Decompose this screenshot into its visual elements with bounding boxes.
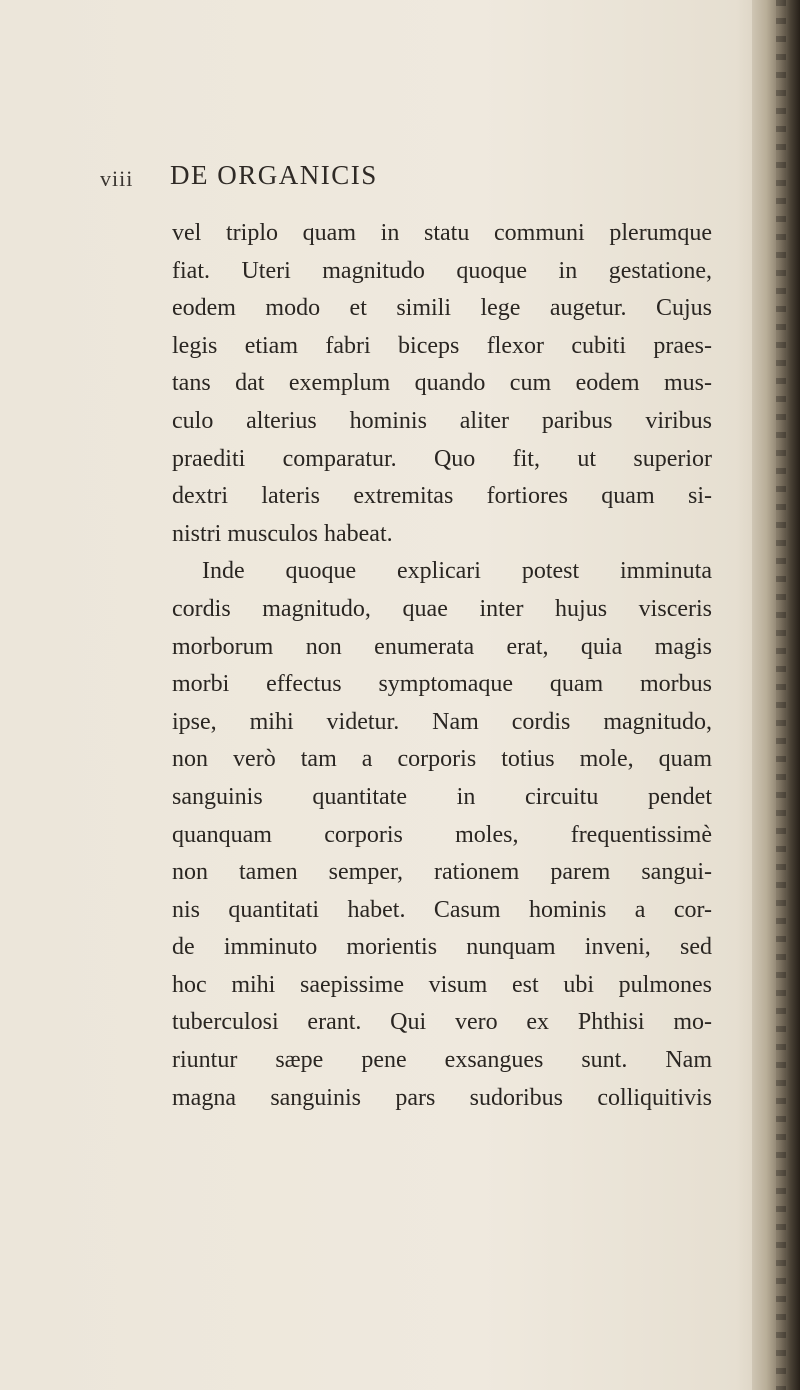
text-line: vel triplo quam in statu communi plerumque — [172, 220, 712, 246]
text-line: tans dat exemplum quando cum eodem mus- — [172, 370, 712, 397]
text-line: eodem modo et simili lege augetur. Cujus — [172, 295, 712, 322]
running-title: DE ORGANICIS — [170, 160, 378, 190]
text-line: fiat. Uteri magnitudo quoque in gestatione, — [172, 257, 712, 284]
text-line: morborum non enumerata erat, quia magis — [172, 633, 712, 660]
text-line: hoc mihi saepissime visum est ubi pulmones — [172, 971, 712, 998]
text-line: morbi effectus symptomaque quam morbus — [172, 671, 712, 698]
text-line: riuntur sæpe pene exsangues sunt. Nam — [172, 1047, 712, 1074]
text-line: culo alterius hominis aliter paribus viribus — [172, 407, 712, 434]
text-line: cordis magnitudo, quae inter hujus visceris — [172, 595, 712, 622]
page-gutter-shadow — [752, 0, 800, 1390]
body-text — [172, 215, 712, 1117]
text-line: tuberculosi erant. Qui vero ex Phthisi mo- — [172, 1009, 712, 1036]
text-line: legis etiam fabri biceps flexor cubiti praes- — [172, 332, 712, 359]
text-line: praediti comparatur. Quo fit, ut superior — [172, 445, 712, 472]
text-line: nistri musculos habeat. — [172, 520, 393, 547]
text-line: nis quantitati habet. Casum hominis a cor- — [172, 896, 712, 923]
text-line: magna sanguinis pars sudoribus colliquitivis — [172, 1084, 712, 1111]
text-line: non tamen semper, rationem parem sangui- — [172, 859, 712, 886]
page-header — [100, 160, 580, 192]
text-line: dextri lateris extremitas fortiores quam si- — [172, 483, 712, 510]
text-line: ipse, mihi videtur. Nam cordis magnitudo, — [172, 708, 712, 735]
text-line: de imminuto morientis nunquam inveni, sed — [172, 934, 712, 961]
binding-edge — [776, 0, 786, 1390]
text-line: sanguinis quantitate in circuitu pendet — [172, 783, 712, 810]
text-line: quanquam corporis moles, frequentissimè — [172, 821, 712, 848]
text-line: non verò tam a corporis totius mole, quam — [172, 746, 712, 773]
paragraph-start-line: Inde quoque explicari potest imminuta — [202, 558, 712, 585]
page-number: viii — [100, 166, 134, 191]
